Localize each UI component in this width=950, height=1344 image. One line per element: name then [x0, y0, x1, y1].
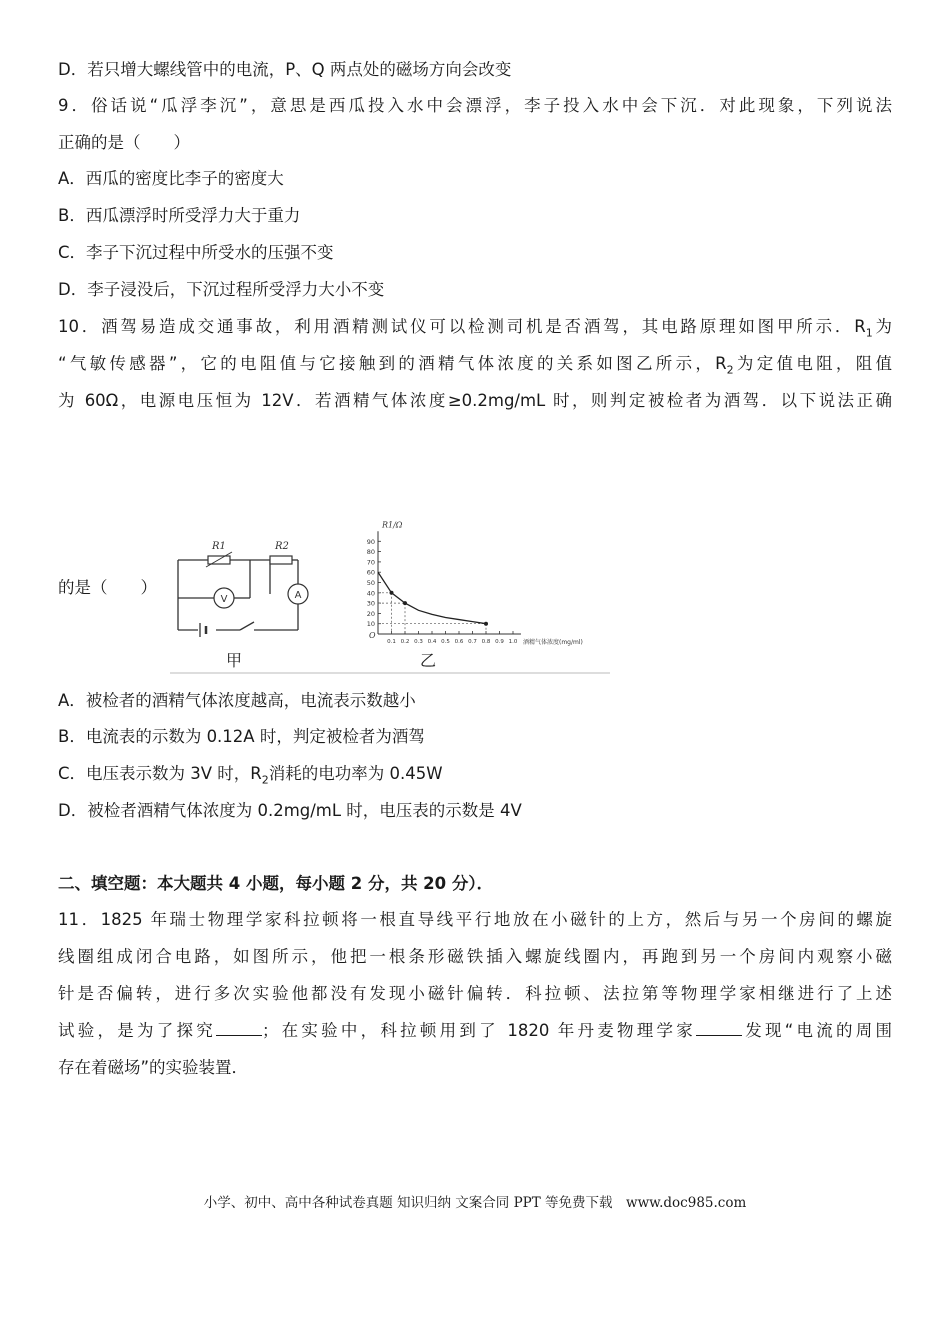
q9-option-a: A．西瓜的密度比李子的密度大	[58, 169, 284, 188]
x-tick-label: 1.0	[508, 639, 518, 645]
q11-line1: 11．1825 年瑞士物理学家科拉顿将一根直导线平行地放在小磁针的上方，然后与另一个房间的螺旋	[58, 910, 892, 929]
resistor-r2-shape	[270, 556, 292, 564]
q10-stem-line2: “气敏传感器”，它的电阻值与它接触到的酒精气体浓度的关系如图乙所示，$R_2$为定值电阻，阻值	[58, 354, 893, 377]
q9-option-b: B．西瓜漂浮时所受浮力大于重力	[58, 206, 301, 225]
r1-label: R1	[212, 541, 226, 552]
x-tick-label: 0.8	[481, 639, 491, 645]
q10-option-a: A．被检者的酒精气体浓度越高，电流表示数越小	[58, 691, 416, 710]
y-axis-title: R1/Ω	[382, 520, 403, 530]
data-point	[390, 591, 394, 595]
switch-icon	[240, 622, 254, 630]
footer-text: 小学、初中、高中各种试卷真题 知识归纳 文案合同 PPT 等免费下载 www.doc985.com	[203, 1195, 747, 1211]
x-tick-label: 0.5	[441, 639, 450, 645]
section-heading: 二、填空题：本大题共 4 小题，每小题 2 分，共 20 分）．	[58, 874, 494, 893]
x-tick-label: 0.6	[454, 639, 464, 645]
q10-option-b: B．电流表的示数为 0.12A 时，判定被检者为酒驾	[58, 727, 425, 746]
y-tick-label: 90	[366, 537, 375, 546]
q9-option-d: D．李子浸没后，下沉过程所受浮力大小不变	[58, 280, 385, 299]
resistance-concentration-graph	[367, 520, 583, 646]
y-tick-label: 20	[366, 609, 375, 618]
x-tick-label: 0.7	[468, 639, 477, 645]
circuit-diagram	[178, 560, 298, 630]
x-tick-label: 0.2	[400, 639, 410, 645]
q10-option-c: C．电压表示数为 3V 时，$R_2$消耗的电功率为 0.45W	[58, 764, 443, 787]
q10-option-d: D．被检者酒精气体浓度为 0.2mg/mL 时，电压表的示数是 4V	[58, 801, 522, 820]
y-tick-label: 30	[366, 599, 375, 608]
q10-figure	[170, 500, 610, 675]
yi-label: 乙	[419, 651, 437, 670]
y-tick-label: 10	[366, 620, 375, 629]
answer-blank-1	[216, 1019, 262, 1036]
q10-stem-line4: 的是（ ）	[58, 578, 157, 597]
q10-stem-line3: 为 60Ω，电源电压恒为 12V．若酒精气体浓度≥0.2mg/mL 时，则判定被检者为酒驾．以下说法正确	[58, 391, 892, 410]
x-tick-label: 0.3	[414, 639, 423, 645]
ammeter-label: A	[294, 590, 302, 601]
y-tick-label: 70	[366, 558, 375, 567]
origin-label: O	[369, 631, 376, 640]
y-tick-label: 50	[366, 579, 375, 587]
q9-stem-line2: 正确的是（ ）	[58, 133, 190, 152]
q9-stem-line1: 9．俗话说“瓜浮李沉”，意思是西瓜投入水中会漂浮，李子投入水中会下沉．对此现象，下列说法	[58, 96, 892, 115]
data-curve	[378, 572, 486, 624]
q11-line3: 针是否偏转，进行多次实验他都没有发现小磁针偏转．科拉顿、法拉第等物理学家相继进行了上述	[58, 984, 892, 1003]
q11-line4: 试验，是为了探究 ；在实验中，科拉顿用到了 1820 年丹麦物理学家 发现“电流的周围	[58, 1021, 892, 1040]
q11-line5: 存在着磁场”的实验装置．	[58, 1058, 249, 1077]
answer-blank-2	[696, 1019, 742, 1036]
q11-line2: 线圈组成闭合电路，如图所示，他把一根条形磁铁插入螺旋线圈内，再跑到另一个房间内观察小磁	[58, 947, 892, 966]
y-tick-label: 80	[366, 548, 375, 557]
y-tick-label: 40	[366, 589, 375, 598]
data-point	[403, 601, 407, 605]
r2-label: R2	[275, 541, 289, 552]
data-point	[484, 622, 488, 626]
x-tick-label: 0.1	[387, 639, 396, 645]
x-axis-title: 酒精气体浓度(mg/ml)	[523, 639, 583, 646]
q9-option-c: C．李子下沉过程中所受水的压强不变	[58, 243, 334, 262]
q8-option-d: D．若只增大螺线管中的电流，P、Q 两点处的磁场方向会改变	[58, 60, 512, 79]
y-tick-label: 60	[366, 568, 375, 577]
x-tick-label: 0.9	[495, 639, 504, 645]
jia-label: 甲	[225, 651, 243, 670]
q10-stem-line1: 10．酒驾易造成交通事故，利用酒精测试仪可以检测司机是否酒驾，其电路原理如图甲所示．$R_1$为	[58, 317, 892, 340]
x-tick-label: 0.4	[427, 639, 437, 645]
voltmeter-label: V	[220, 594, 228, 605]
